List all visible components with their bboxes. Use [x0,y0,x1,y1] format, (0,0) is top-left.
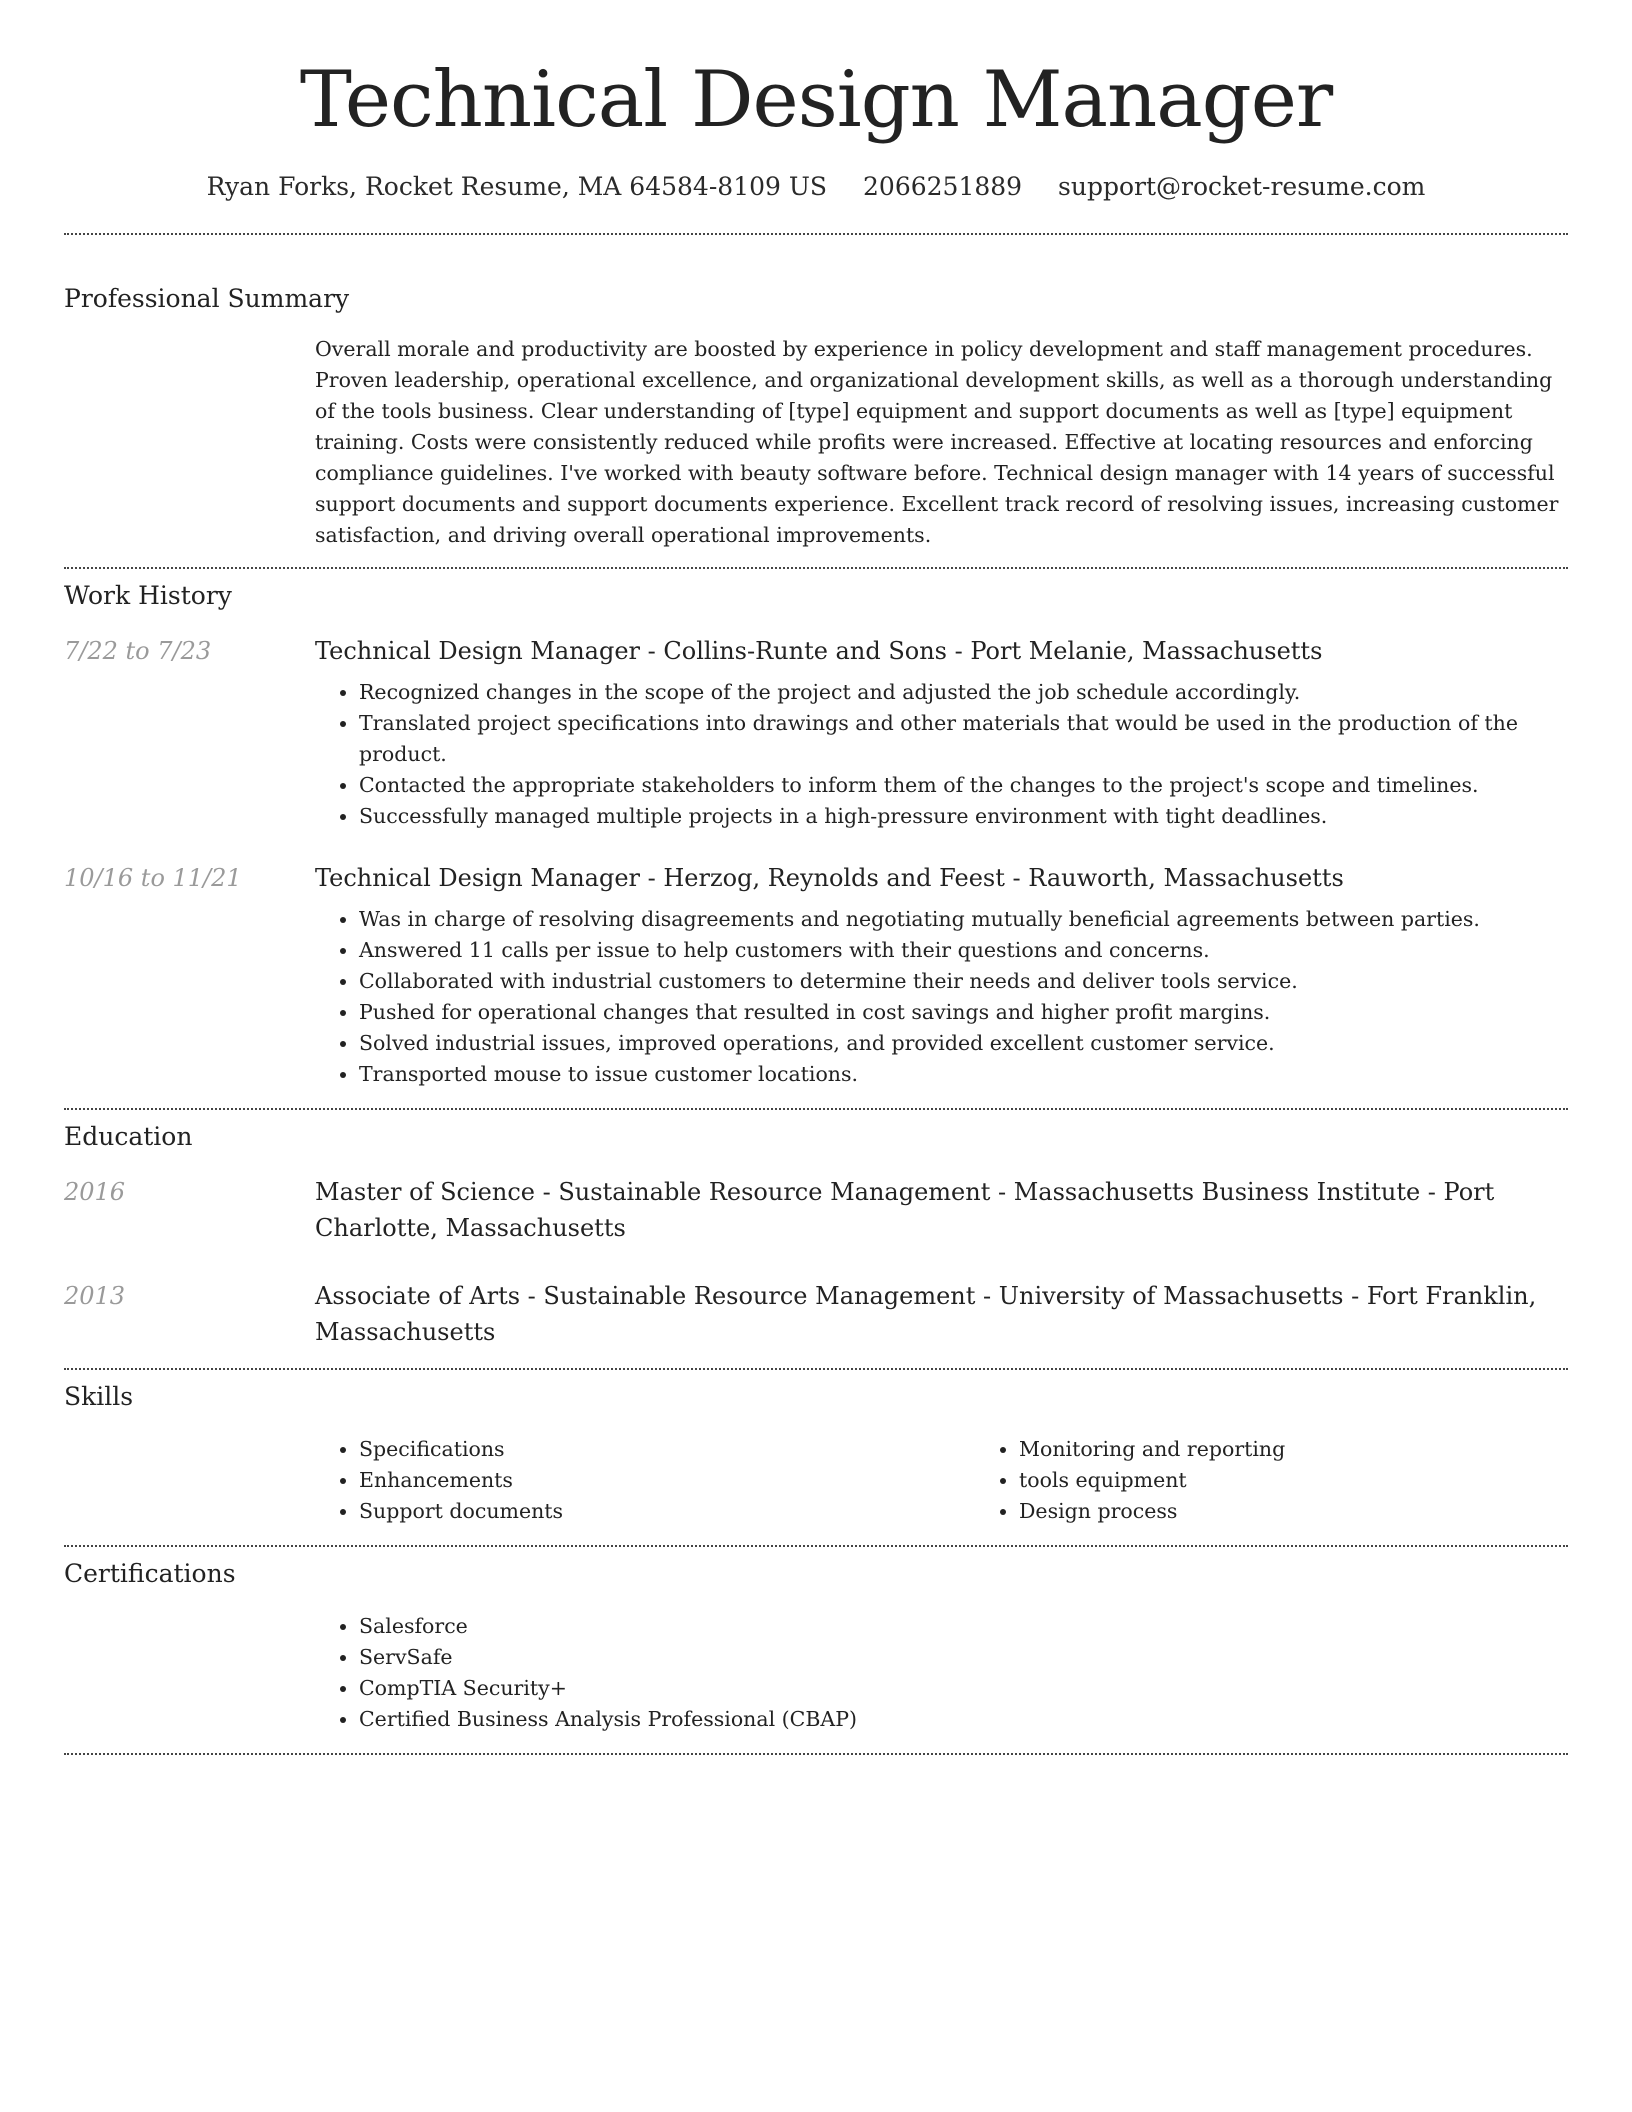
job-bullets [315,904,1568,1090]
list-item: • Collaborated with industrial customers to determine their needs and deliver tools service. [359,966,1568,997]
list-item: • Solved industrial issues, improved operations, and provided excellent customer service. [359,1028,1568,1059]
education-year: 2013 [64,1282,126,1310]
contact-email: support@rocket-resume.com [1058,172,1426,201]
list-item: • Pushed for operational changes that resulted in cost savings and higher profit margins. [359,997,1568,1028]
list-item: • Transported mouse to issue customer locations. [359,1059,1568,1090]
summary-text: Overall morale and productivity are boosted by experience in policy development and staff management procedures. Proven leadership, operational excellence, and organizational development skills, as well as a thorough understanding of the tools business. Clear understanding of [type] equipment and support documents as well as [type] equipment training. Costs were consistently reduced while profits were increased. Effective at locating resources and enforcing compliance guidelines. I've worked with beauty software before. Technical design manager with 14 years of successful support documents and support documents experience. Excellent track record of resolving issues, increasing customer satisfaction, and driving overall operational improvements. [315,337,1559,547]
section-title-certifications: Certifications [64,1559,236,1588]
list-item: • Recognized changes in the scope of the project and adjusted the job schedule accordingly. [359,677,1568,708]
section-title-skills: Skills [64,1382,134,1411]
job-dates: 7/22 to 7/23 [64,637,212,665]
section-title-summary: Professional Summary [64,284,350,313]
work-history-section [64,569,1568,1090]
education-entry [64,1278,1568,1350]
list-item: • Specifications [359,1434,975,1465]
education-title: Master of Science - Sustainable Resource Management - Massachusetts Business Institute - Port Charlotte, Massachusetts [315,1178,1495,1242]
education-title: Associate of Arts - Sustainable Resource Management - University of Massachusetts - Fort Franklin, Massachusetts [315,1282,1537,1346]
section-title-work: Work History [64,581,232,610]
job-entry [64,860,1568,1090]
resume-name: Technical Design Manager [299,55,1333,145]
list-item: • Certified Business Analysis Professional (CBAP) [359,1704,1568,1735]
list-item: • tools equipment [1019,1465,1632,1496]
list-item: • ServSafe [359,1642,1568,1673]
education-year: 2016 [64,1178,126,1206]
certifications-list [315,1611,1568,1735]
list-item: • Successfully managed multiple projects in a high-pressure environment with tight deadlines. [359,801,1568,832]
list-item: • Salesforce [359,1611,1568,1642]
contact-phone: 2066251889 [863,172,1023,201]
certifications-section [64,1547,1568,1735]
skills-list-right [975,1434,1632,1527]
list-item: • Contacted the appropriate stakeholders to inform them of the changes to the project's scope and timelines. [359,770,1568,801]
list-item: • Answered 11 calls per issue to help customers with their questions and concerns. [359,935,1568,966]
divider [64,1753,1568,1755]
list-item: • CompTIA Security+ [359,1673,1568,1704]
job-bullets [315,677,1568,832]
section-title-education: Education [64,1122,193,1151]
list-item: • Enhancements [359,1465,975,1496]
list-item: • Support documents [359,1496,975,1527]
list-item: • Was in charge of resolving disagreements and negotiating mutually beneficial agreements between parties. [359,904,1568,935]
education-section [64,1110,1568,1350]
summary-section [64,235,1568,551]
contact-address: Ryan Forks, Rocket Resume, MA 64584-8109 US [206,172,828,201]
list-item: • Translated project specifications into drawings and other materials that would be used in the production of the product. [359,708,1568,770]
job-title: Technical Design Manager - Collins-Runte and Sons - Port Melanie, Massachusetts [315,637,1323,665]
resume-page [64,0,1568,1755]
skills-section [64,1370,1568,1527]
contact-line [64,172,1568,202]
job-entry [64,633,1568,832]
skills-list-left [315,1434,975,1527]
list-item: • Design process [1019,1496,1632,1527]
list-item: • Monitoring and reporting [1019,1434,1632,1465]
job-title: Technical Design Manager - Herzog, Reynolds and Feest - Rauworth, Massachusetts [315,864,1344,892]
education-entry [64,1174,1568,1246]
job-dates: 10/16 to 11/21 [64,864,242,892]
